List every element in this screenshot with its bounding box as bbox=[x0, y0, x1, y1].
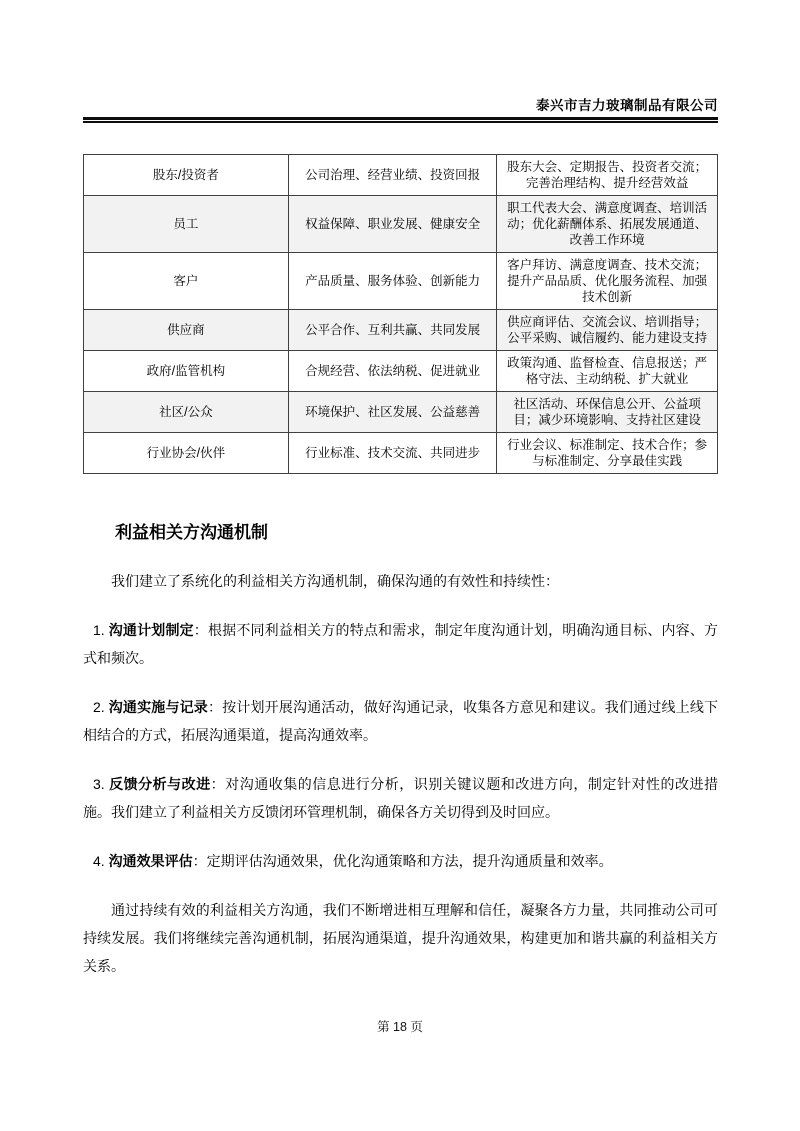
cell-response: 社区活动、环保信息公开、公益项目；减少环境影响、支持社区建设 bbox=[497, 392, 718, 433]
item-term: 沟通实施与记录 bbox=[108, 699, 208, 715]
item-term: 反馈分析与改进 bbox=[109, 776, 211, 792]
item-number: 4. bbox=[93, 853, 105, 869]
table-row bbox=[84, 196, 718, 253]
stakeholder-table bbox=[83, 154, 718, 474]
cell-response: 客户拜访、满意度调查、技术交流；提升产品品质、优化服务流程、加强技术创新 bbox=[497, 253, 718, 310]
page-number: 第 18 页 bbox=[377, 1020, 423, 1034]
cell-response: 行业会议、标准制定、技术合作；参与标准制定、分享最佳实践 bbox=[497, 433, 718, 474]
numbered-item-1 bbox=[83, 616, 718, 672]
section-heading: 利益相关方沟通机制 bbox=[115, 523, 268, 542]
cell-response: 股东大会、定期报告、投资者交流；完善治理结构、提升经营效益 bbox=[497, 155, 718, 196]
numbered-item-3 bbox=[83, 770, 718, 826]
item-text: ：对沟通收集的信息进行分析，识别关键议题和改进方向，制定针对性的改进措施。我们建立了利益相关方反馈闭环管理机制，确保各方关切得到及时回应。 bbox=[83, 776, 719, 820]
header-rule-thick bbox=[83, 117, 718, 120]
cell-stakeholder: 股东/投资者 bbox=[84, 155, 289, 196]
cell-stakeholder: 客户 bbox=[84, 253, 289, 310]
header-company-name: 泰兴市吉力玻璃制品有限公司 bbox=[536, 98, 718, 113]
cell-concerns: 环境保护、社区发展、公益慈善 bbox=[288, 392, 497, 433]
item-text: ：定期评估沟通效果，优化沟通策略和方法，提升沟通质量和效率。 bbox=[192, 853, 613, 869]
cell-stakeholder: 员工 bbox=[84, 196, 289, 253]
numbered-item-2 bbox=[83, 693, 718, 749]
item-number: 3. bbox=[93, 776, 105, 792]
table-row bbox=[84, 310, 718, 351]
cell-concerns: 产品质量、服务体验、创新能力 bbox=[288, 253, 497, 310]
page-content bbox=[83, 0, 718, 980]
table-row bbox=[84, 253, 718, 310]
cell-stakeholder: 政府/监管机构 bbox=[84, 351, 289, 392]
table-row bbox=[84, 351, 718, 392]
cell-concerns: 公司治理、经营业绩、投资回报 bbox=[288, 155, 497, 196]
item-term: 沟通计划制定 bbox=[108, 622, 194, 638]
item-text: ：按计划开展沟通活动，做好沟通记录，收集各方意见和建议。我们通过线上线下相结合的方式，拓展沟通渠道，提高沟通效率。 bbox=[83, 699, 719, 743]
closing-paragraph: 通过持续有效的利益相关方沟通，我们不断增进相互理解和信任，凝聚各方力量，共同推动公司可持续发展。我们将继续完善沟通机制，拓展沟通渠道，提升沟通效果，构建更加和谐共赢的利益相关方关系。 bbox=[83, 902, 718, 974]
cell-stakeholder: 供应商 bbox=[84, 310, 289, 351]
item-text: ：根据不同利益相关方的特点和需求，制定年度沟通计划，明确沟通目标、内容、方式和频次。 bbox=[83, 622, 719, 666]
cell-concerns: 合规经营、依法纳税、促进就业 bbox=[288, 351, 497, 392]
item-number: 2. bbox=[93, 699, 105, 715]
item-number: 1. bbox=[93, 622, 105, 638]
cell-stakeholder: 社区/公众 bbox=[84, 392, 289, 433]
cell-response: 供应商评估、交流会议、培训指导；公平采购、诚信履约、能力建设支持 bbox=[497, 310, 718, 351]
cell-response: 职工代表大会、满意度调查、培训活动；优化薪酬体系、拓展发展通道、改善工作环境 bbox=[497, 196, 718, 253]
cell-response: 政策沟通、监督检查、信息报送；严格守法、主动纳税、扩大就业 bbox=[497, 351, 718, 392]
table-row bbox=[84, 392, 718, 433]
item-term: 沟通效果评估 bbox=[108, 853, 193, 869]
intro-paragraph: 我们建立了系统化的利益相关方沟通机制，确保沟通的有效性和持续性： bbox=[111, 573, 559, 589]
cell-concerns: 行业标准、技术交流、共同进步 bbox=[288, 433, 497, 474]
header-rule-thin bbox=[83, 121, 718, 123]
cell-stakeholder: 行业协会/伙伴 bbox=[84, 433, 289, 474]
table-row bbox=[84, 433, 718, 474]
numbered-item-4 bbox=[83, 847, 718, 875]
cell-concerns: 权益保障、职业发展、健康安全 bbox=[288, 196, 497, 253]
table-row bbox=[84, 155, 718, 196]
cell-concerns: 公平合作、互利共赢、共同发展 bbox=[288, 310, 497, 351]
